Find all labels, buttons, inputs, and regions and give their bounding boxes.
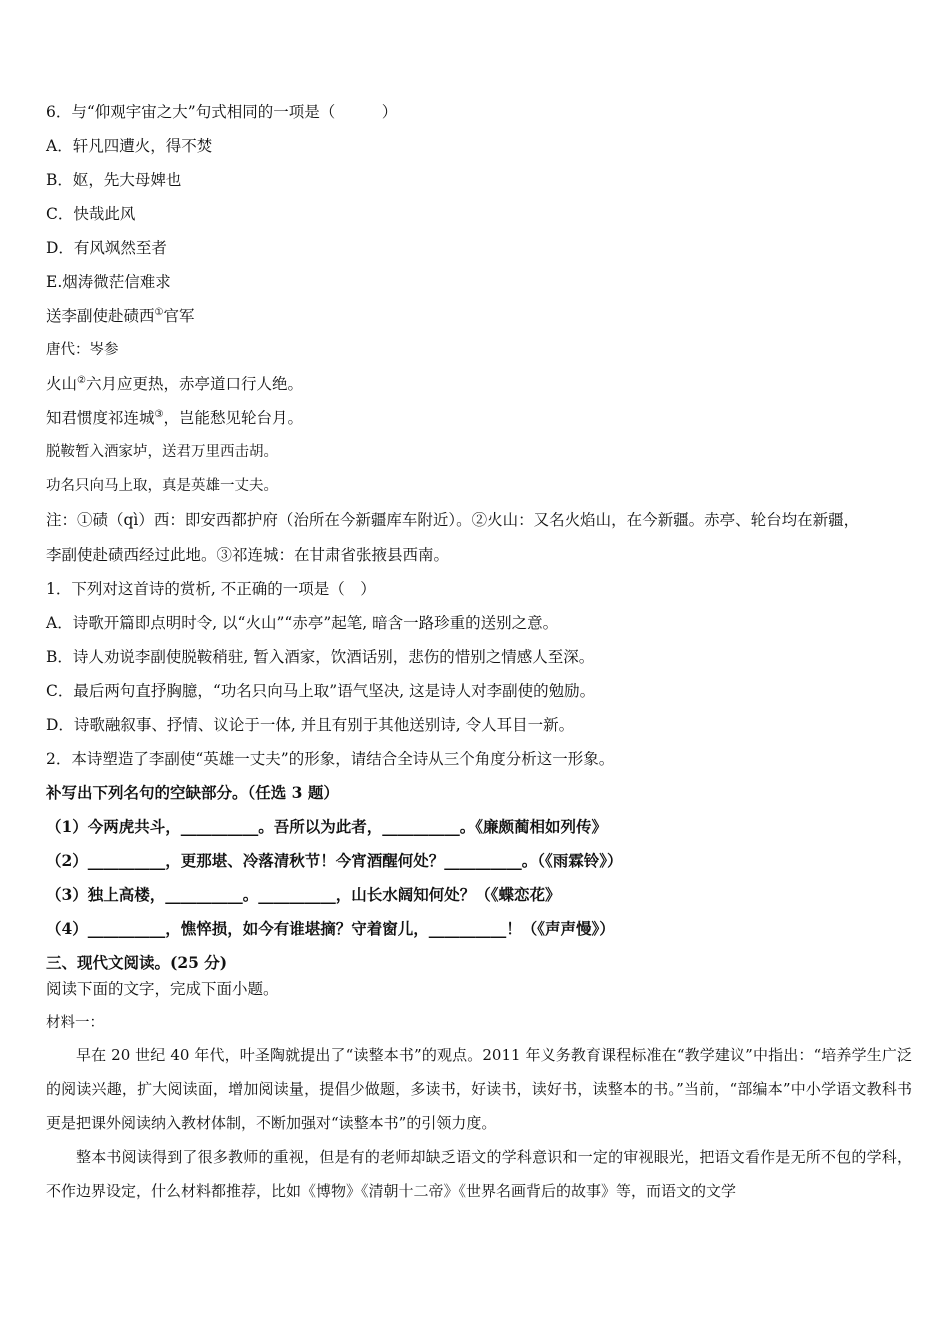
poem-title-text-end: 官军 — [163, 307, 195, 325]
poem-title-text: 送李副使赴碛西 — [46, 307, 155, 325]
material-body — [46, 1038, 912, 1208]
poem-line-1 — [46, 374, 303, 394]
poem-line-4: 功名只向马上取，真是英雄一丈夫。 — [46, 478, 278, 494]
fill-heading: 补写出下列名句的空缺部分。（任选 3 题） — [46, 783, 339, 802]
poem-line-2-end: ，岂能愁见轮台月。 — [163, 409, 303, 427]
q1-stem: 1．下列对这首诗的赏析, 不正确的一项是（ ） — [46, 580, 376, 598]
material-label: 材料一： — [46, 1015, 104, 1031]
q6-option-e: E.烟涛微茫信难求 — [46, 273, 171, 291]
section-3-instruction: 阅读下面的文字，完成下面小题。 — [46, 980, 279, 998]
q1-option-c: C．最后两句直抒胸臆，“功名只向马上取”语气坚决, 这是诗人对李副使的勉励。 — [46, 682, 596, 700]
q2-stem: 2．本诗塑造了李副使“英雄一丈夫”的形象，请结合全诗从三个角度分析这一形象。 — [46, 750, 615, 768]
poem-author: 唐代：岑参 — [46, 342, 119, 358]
q1-option-d: D．诗歌融叙事、抒情、议论于一体, 并且有别于其他送别诗, 令人耳目一新。 — [46, 716, 575, 734]
q6-option-c: C．快哉此风 — [46, 205, 136, 223]
fill-item-3: （3）独上高楼，__________。__________，山长水阔知何处？（《蝶恋花》 — [46, 885, 561, 904]
poem-line-1-note-mark: ② — [77, 374, 86, 386]
material-paragraph-2: 整本书阅读得到了很多教师的重视，但是有的老师却缺乏语文的学科意识和一定的审视眼光，把语文看作是无所不包的学科，不作边界设定，什么材料都推荐，比如《博物》《清朝十二帝》《世界名画背后的故事》等，而语文的文学 — [46, 1148, 912, 1200]
q6-option-b: B．妪，先大母婢也 — [46, 171, 182, 189]
q1-option-a: A．诗歌开篇即点明时令, 以“火山”“赤亭”起笔, 暗含一路珍重的送别之意。 — [46, 614, 559, 632]
section-3-heading: 三、现代文阅读。(25 分) — [46, 953, 228, 972]
poem-title-note-mark: ① — [154, 306, 164, 318]
poem-line-2-start: 知君惯度祁连城 — [46, 409, 155, 427]
q6-stem: 6．与“仰观宇宙之大”句式相同的一项是（ ） — [46, 103, 398, 121]
q6-option-a: A．轩凡四遭火，得不焚 — [46, 137, 213, 155]
q6-option-d: D．有风飒然至者 — [46, 239, 167, 257]
poem-title — [46, 306, 195, 326]
poem-line-2-note-mark: ③ — [154, 408, 164, 420]
fill-item-2: （2）__________，更那堪、冷落清秋节！今宵酒醒何处？__________。（《雨霖铃》） — [46, 851, 623, 870]
poem-note-1: 注：①碛（qì）西：即安西都护府（治所在今新疆库车附近）。②火山：又名火焰山，在今新疆。赤亭、轮台均在新疆， — [46, 511, 860, 529]
poem-line-3: 脱鞍暂入酒家垆，送君万里西击胡。 — [46, 444, 278, 460]
poem-note-2: 李副使赴碛西经过此地。③祁连城：在甘肃省张掖县西南。 — [46, 546, 450, 564]
fill-item-1: （1）今两虎共斗，__________。吾所以为此者，__________。《廉颇蔺相如列传》 — [46, 817, 608, 836]
poem-line-2 — [46, 408, 303, 428]
poem-line-1-start: 火山 — [46, 375, 78, 393]
poem-line-1-end: 六月应更热，赤亭道口行人绝。 — [85, 375, 303, 393]
q1-option-b: B．诗人劝说李副使脱鞍稍驻, 暂入酒家，饮酒话别，悲伤的惜别之情感人至深。 — [46, 648, 595, 666]
fill-item-4: （4）__________，憔悴损，如今有谁堪摘？守着窗儿，__________！（《声声慢》） — [46, 919, 615, 938]
material-paragraph-1: 早在 20 世纪 40 年代，叶圣陶就提出了“读整本书”的观点。2011 年义务教育课程标准在“教学建议”中指出：“培养学生广泛的阅读兴趣，扩大阅读面，增加阅读量，提倡少做题，多读书，好读书，读好书，读整本的书。”当前，“部编本”中小学语文教科书更是把课外阅读纳入教材体制，不断加强对“读整本书”的引领力度。 — [46, 1046, 912, 1132]
